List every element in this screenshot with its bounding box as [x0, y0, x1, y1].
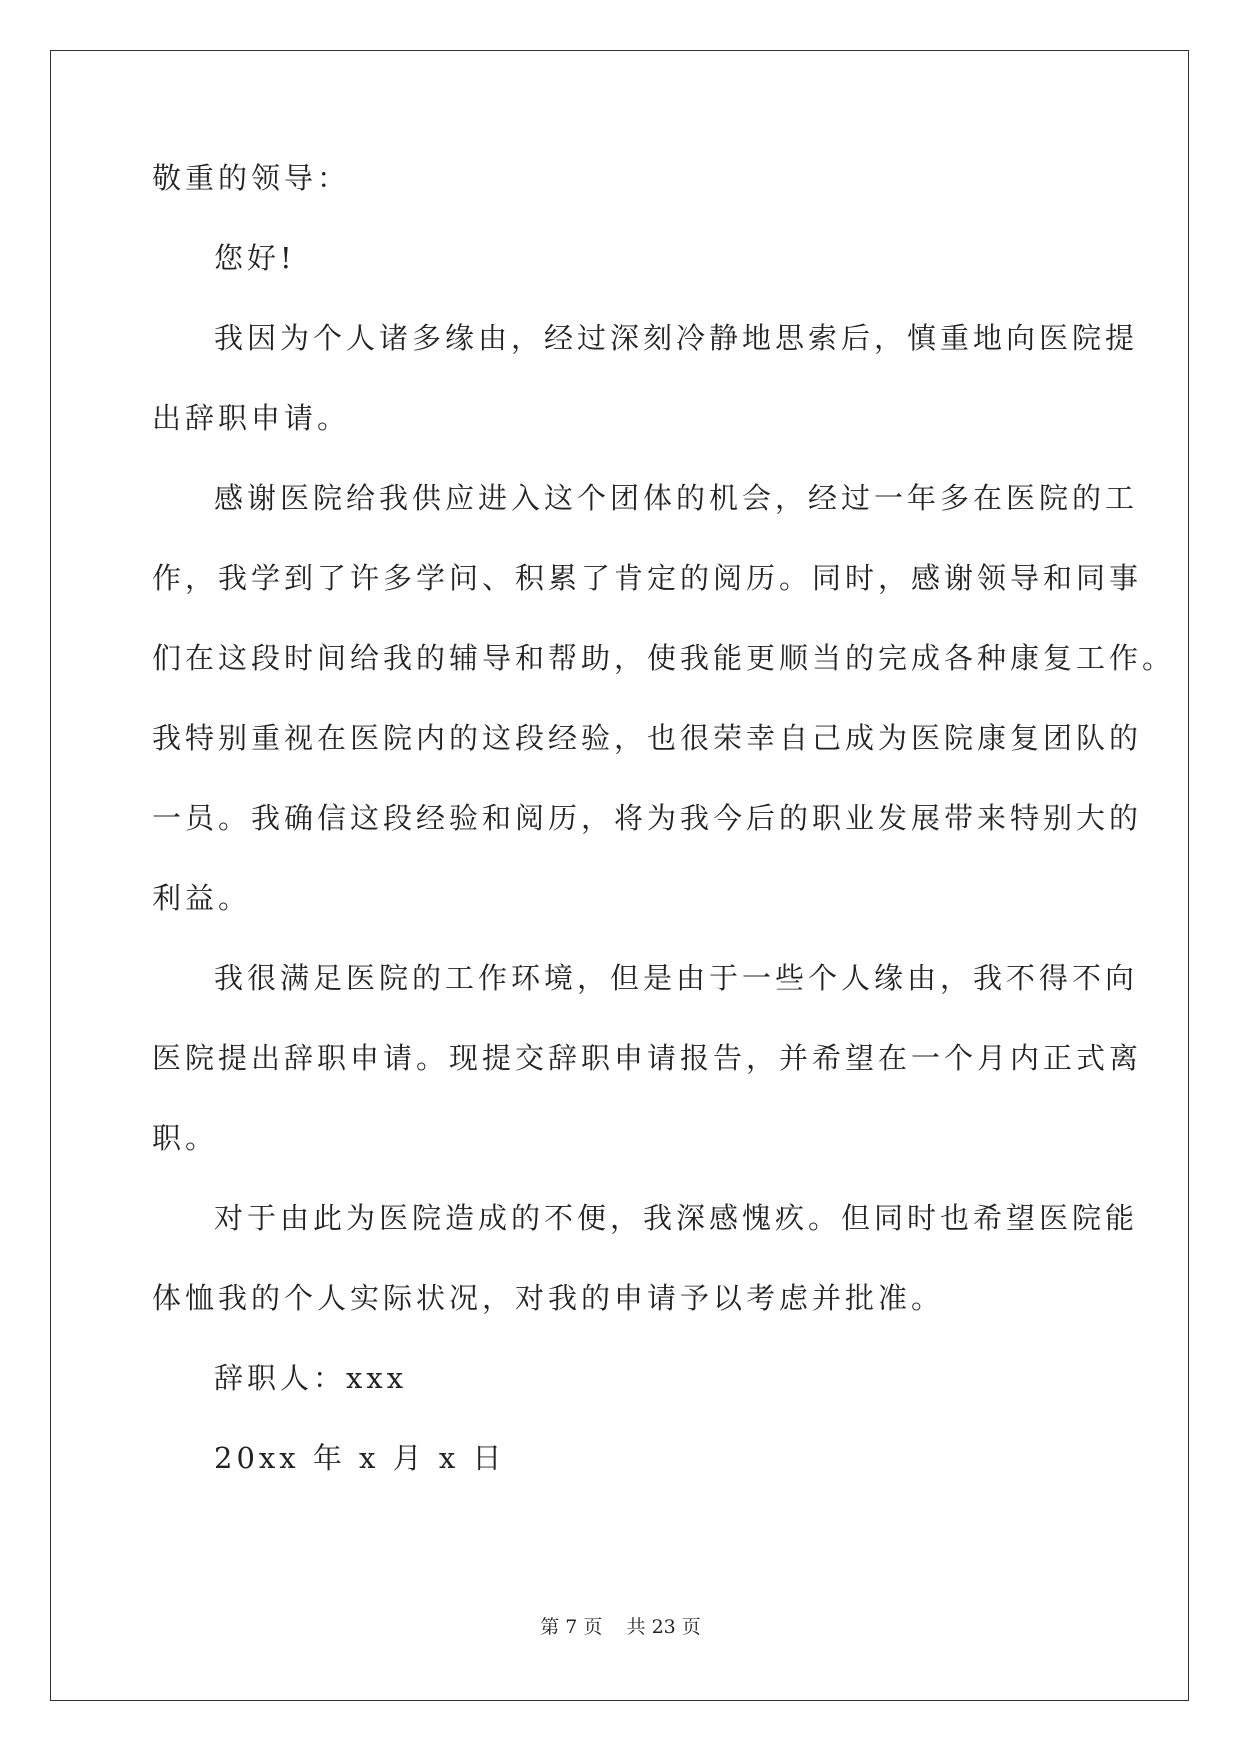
paragraph-line: 职。 [152, 1121, 219, 1155]
paragraph-line: 我特别重视在医院内的这段经验，也很荣幸自己成为医院康复团队的 [152, 721, 1143, 755]
paragraph-line: 我因为个人诸多缘由，经过深刻冷静地思索后，慎重地向医院提 [214, 321, 1139, 355]
page-number: 第 7 页 共 23 页 [540, 1616, 701, 1638]
letter-body [152, 160, 1176, 1520]
paragraph-line: 利益。 [152, 881, 252, 915]
paragraph-line: 出辞职申请。 [152, 401, 351, 435]
date: 20xx 年 x 月 x 日 [214, 1441, 506, 1475]
paragraph-line: 们在这段时间给我的辅导和帮助，使我能更顺当的完成各种康复工作。 [152, 641, 1176, 675]
paragraph-line: 感谢医院给我供应进入这个团体的机会，经过一年多在医院的工 [214, 481, 1139, 515]
paragraph-line: 一员。我确信这段经验和阅历，将为我今后的职业发展带来特别大的 [152, 801, 1143, 835]
greeting: 您好! [214, 241, 296, 275]
paragraph-line: 我很满足医院的工作环境，但是由于一些个人缘由，我不得不向 [214, 961, 1139, 995]
paragraph-line: 体恤我的个人实际状况，对我的申请予以考虑并批准。 [152, 1281, 945, 1315]
salutation: 敬重的领导： [152, 161, 351, 195]
paragraph-line: 医院提出辞职申请。现提交辞职申请报告，并希望在一个月内正式离 [152, 1041, 1143, 1075]
signature: 辞职人：xxx [214, 1361, 408, 1395]
paragraph-line: 对于由此为医院造成的不便，我深感愧疚。但同时也希望医院能 [214, 1201, 1139, 1235]
paragraph-line: 作，我学到了许多学问、积累了肯定的阅历。同时，感谢领导和同事 [152, 561, 1143, 595]
